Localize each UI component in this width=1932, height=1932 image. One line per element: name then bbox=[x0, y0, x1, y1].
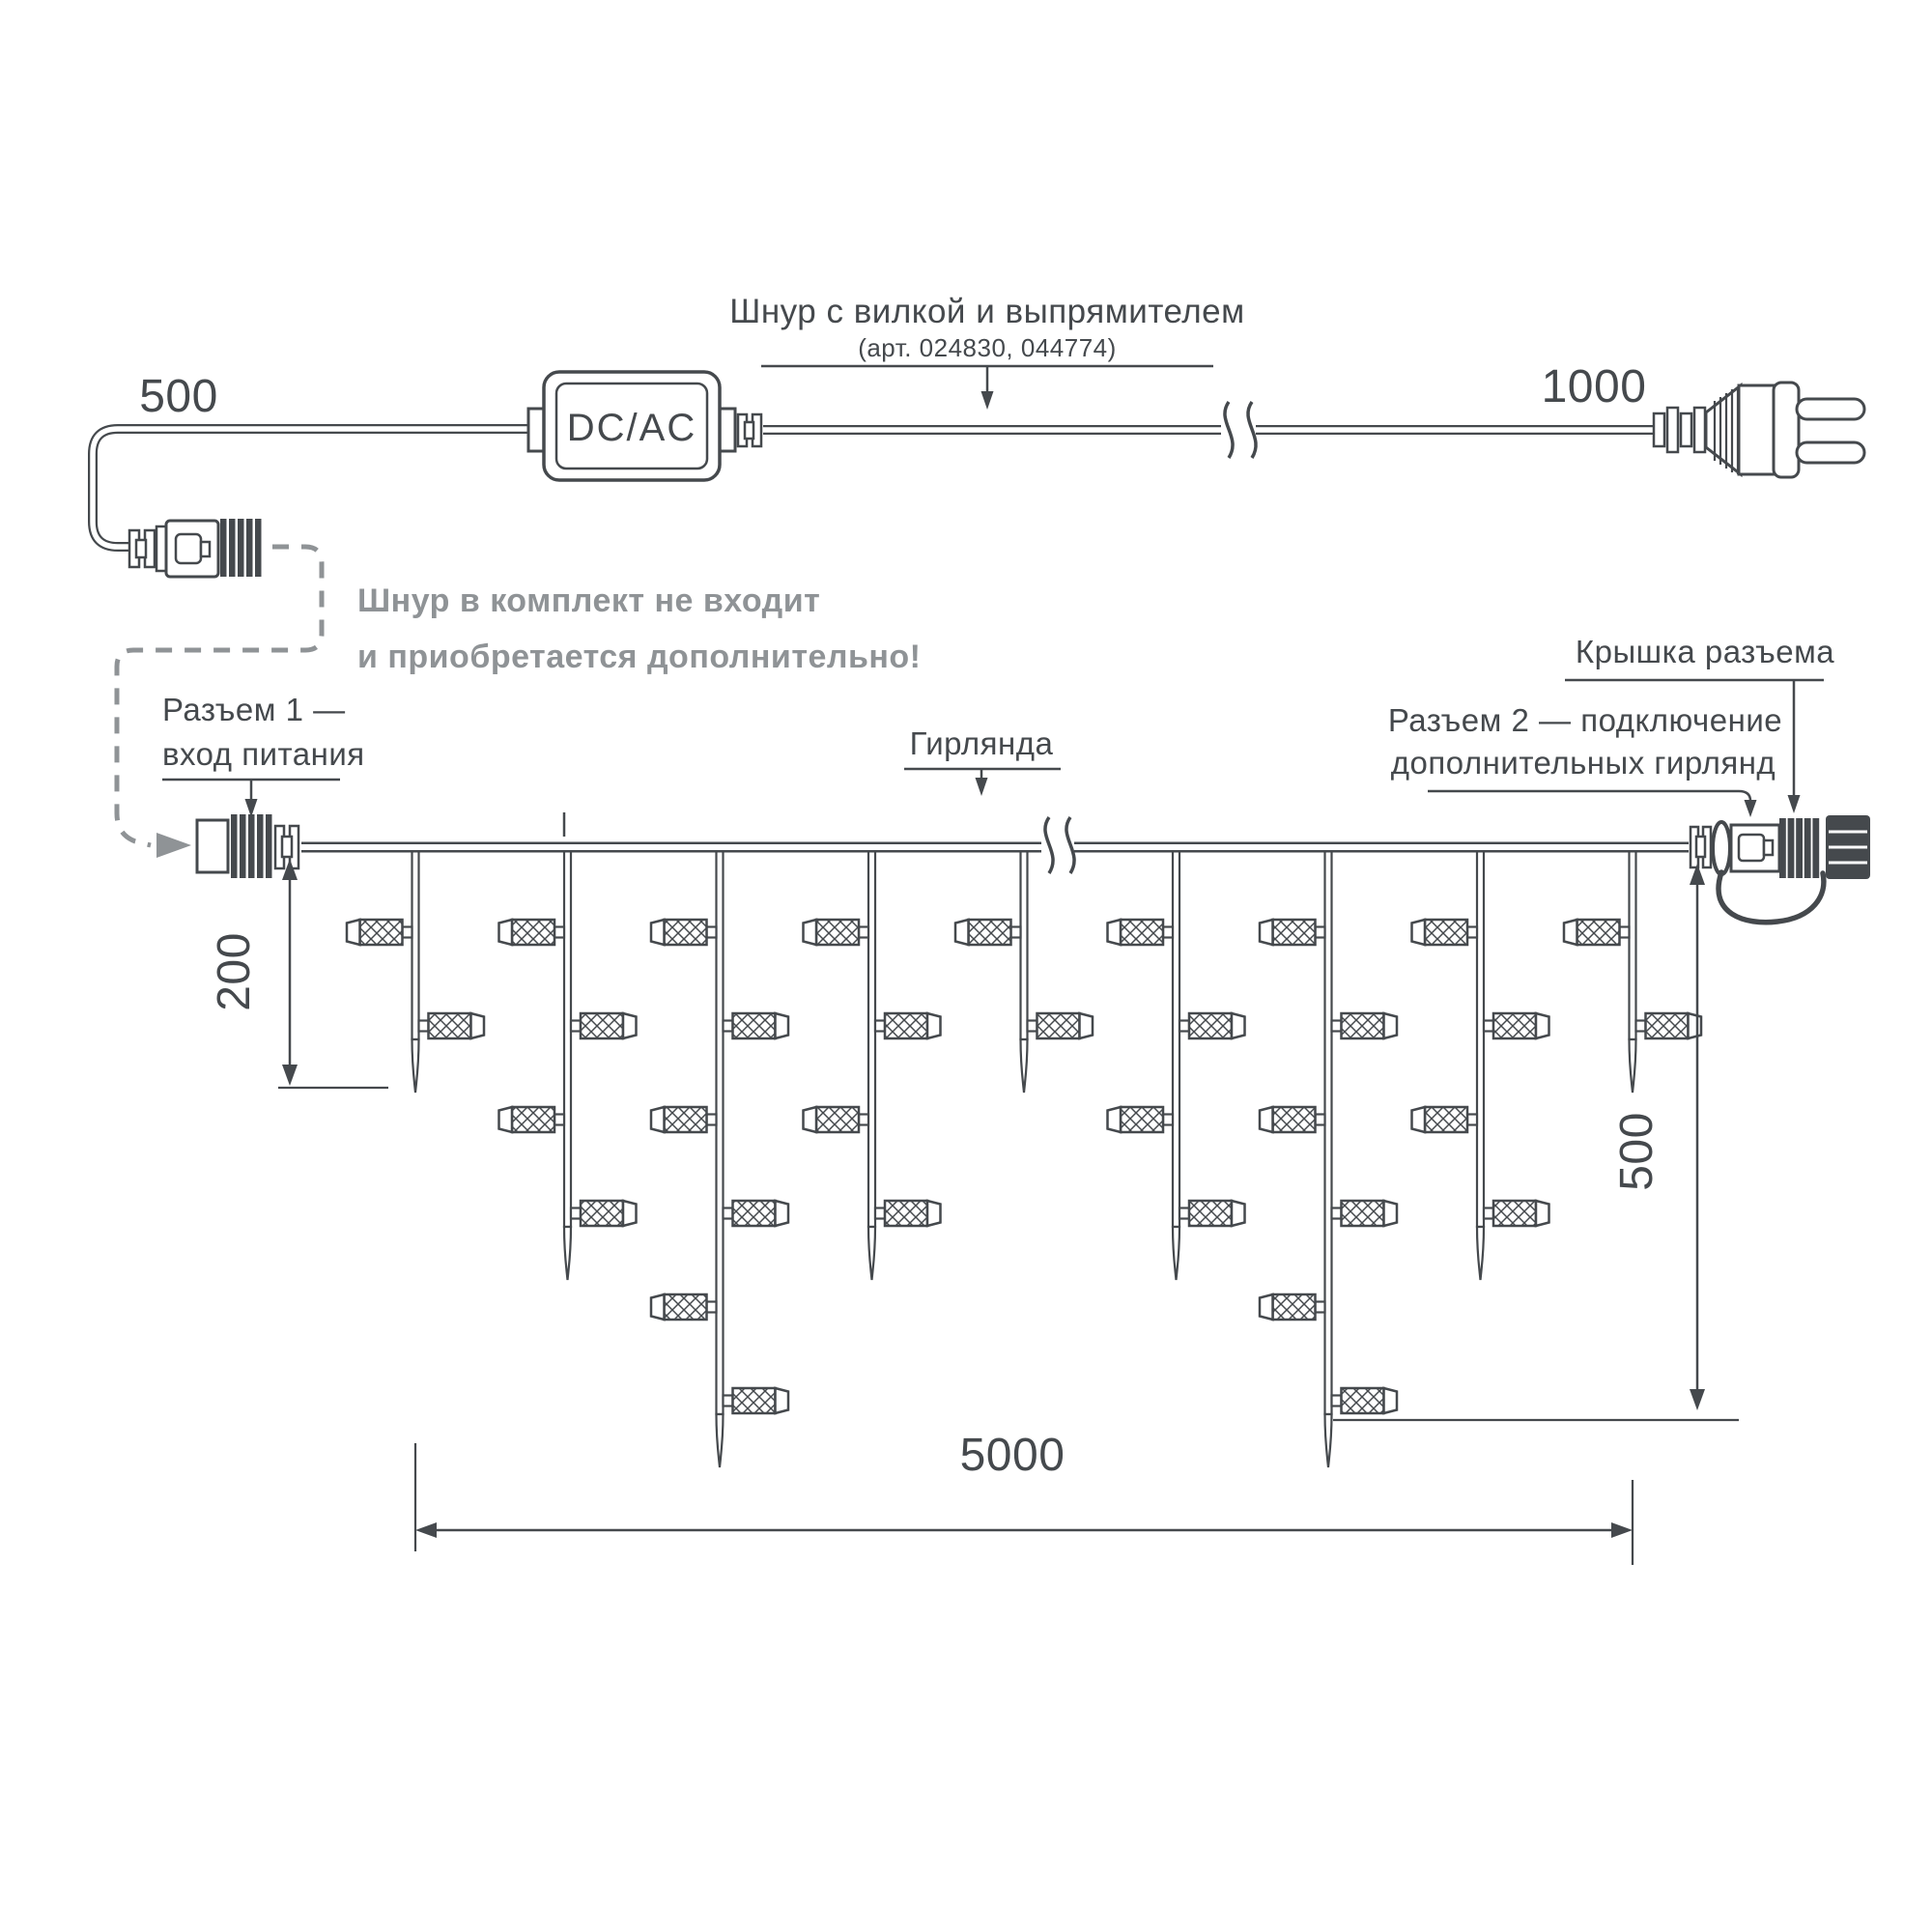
garland-section bbox=[162, 634, 1870, 1565]
dim-500-label: 500 bbox=[1611, 1112, 1662, 1191]
connector1-ribbed-cap bbox=[231, 814, 272, 878]
icicle-strand bbox=[499, 850, 637, 1280]
strand-tip bbox=[717, 1414, 724, 1467]
cord-article-note: (арт. 024830, 044774) bbox=[858, 333, 1117, 362]
warning-note-line1: Шнур в комплект не входит bbox=[357, 582, 821, 619]
icicle-strand bbox=[1108, 850, 1245, 1280]
strand-tip bbox=[868, 1227, 875, 1280]
dc-ac-converter bbox=[528, 372, 761, 480]
tether-ring bbox=[1713, 822, 1730, 874]
power-plug-icon bbox=[1654, 383, 1864, 477]
led-bulb-icon bbox=[955, 920, 1021, 945]
wire-break-icon bbox=[1045, 817, 1074, 873]
strand-tip bbox=[1630, 1039, 1636, 1093]
icicle-strand bbox=[804, 850, 941, 1280]
led-bulb-icon bbox=[1028, 1013, 1094, 1038]
led-bulb-icon bbox=[1412, 1107, 1478, 1132]
garland-connector-1 bbox=[197, 814, 298, 878]
cap-tether bbox=[1719, 872, 1824, 923]
led-bulb-icon bbox=[651, 1107, 717, 1132]
dim-5000-label: 5000 bbox=[959, 1430, 1065, 1481]
cable-right bbox=[763, 402, 1656, 458]
connector2-label-line1: Разъем 2 — подключение bbox=[1387, 702, 1783, 738]
led-bulb-icon bbox=[1179, 1013, 1245, 1038]
led-bulb-icon bbox=[1332, 1201, 1398, 1226]
garland-label-leader bbox=[904, 725, 1061, 796]
strand-tip bbox=[1021, 1039, 1028, 1093]
led-bulb-icon bbox=[1412, 920, 1478, 945]
icicle-strand bbox=[651, 850, 788, 1467]
strand-tip bbox=[1477, 1227, 1484, 1280]
led-bulb-icon bbox=[724, 1201, 789, 1226]
dim-1000-label: 1000 bbox=[1541, 361, 1647, 412]
led-bulb-icon bbox=[651, 1294, 717, 1320]
warning-note-line2: и приобретается дополнительно! bbox=[357, 639, 922, 675]
connector2-label-leader bbox=[1388, 702, 1782, 817]
icicle-strand bbox=[1564, 850, 1701, 1093]
led-bulb-icon bbox=[1179, 1201, 1245, 1226]
led-bulb-icon bbox=[1636, 1013, 1702, 1038]
cable-break-icon bbox=[1225, 402, 1256, 458]
converter-label: DC/AC bbox=[566, 407, 697, 449]
led-bulb-icon bbox=[347, 920, 412, 945]
led-bulb-icon bbox=[1108, 1107, 1174, 1132]
led-bulb-icon bbox=[1108, 920, 1174, 945]
strand-tip bbox=[1173, 1227, 1179, 1280]
led-bulb-icon bbox=[1260, 920, 1325, 945]
garland-label: Гирлянда bbox=[909, 725, 1054, 761]
led-bulb-icon bbox=[1484, 1013, 1549, 1038]
led-bulb-icon bbox=[804, 920, 869, 945]
led-bulb-icon bbox=[419, 1013, 485, 1038]
dashed-route-arrow bbox=[156, 833, 191, 858]
icicle-strand bbox=[955, 850, 1093, 1093]
strand-tip bbox=[564, 1227, 571, 1280]
led-bulb-icon bbox=[724, 1388, 789, 1413]
led-bulb-icon bbox=[875, 1013, 941, 1038]
cord-title-leader bbox=[729, 293, 1244, 410]
cap-label: Крышка разъема bbox=[1575, 634, 1835, 669]
icicle-strands bbox=[347, 850, 1701, 1467]
cord-title: Шнур с вилкой и выпрямителем bbox=[729, 293, 1245, 330]
strand-tip bbox=[1325, 1414, 1332, 1467]
led-bulb-icon bbox=[1260, 1294, 1325, 1320]
led-bulb-icon bbox=[499, 920, 565, 945]
led-bulb-icon bbox=[651, 920, 717, 945]
led-bulb-icon bbox=[571, 1201, 637, 1226]
led-bulb-icon bbox=[1260, 1107, 1325, 1132]
led-bulb-icon bbox=[875, 1201, 941, 1226]
icicle-strand bbox=[1412, 850, 1549, 1280]
connector-ribbed-cap bbox=[220, 519, 262, 577]
led-bulb-icon bbox=[571, 1013, 637, 1038]
dim-500-top-label: 500 bbox=[139, 371, 218, 422]
led-bulb-icon bbox=[1332, 1013, 1398, 1038]
led-bulb-icon bbox=[724, 1013, 789, 1038]
led-bulb-icon bbox=[804, 1107, 869, 1132]
connector1-label-line1: Разъем 1 — bbox=[162, 692, 346, 727]
led-bulb-icon bbox=[499, 1107, 565, 1132]
strand-tip bbox=[412, 1039, 419, 1093]
dimension-500 bbox=[1333, 864, 1739, 1420]
led-bulb-icon bbox=[1564, 920, 1630, 945]
led-bulb-icon bbox=[1332, 1388, 1398, 1413]
connector2-label-line2: дополнительных гирлянд bbox=[1390, 745, 1776, 781]
garland-connector-2 bbox=[1690, 815, 1870, 923]
power-input-connector bbox=[129, 519, 262, 577]
icicle-strand bbox=[347, 850, 484, 1093]
cable-fitting-icon bbox=[738, 414, 761, 446]
dimension-5000 bbox=[415, 1430, 1633, 1565]
connector2-ribbed-end bbox=[1779, 818, 1819, 878]
led-bulb-icon bbox=[1484, 1201, 1549, 1226]
connector-cap-icon bbox=[1826, 815, 1870, 879]
dimension-200 bbox=[209, 859, 388, 1088]
dim-200-label: 200 bbox=[209, 932, 260, 1011]
connector1-label-leader bbox=[162, 692, 365, 817]
icicle-strand bbox=[1260, 850, 1397, 1467]
connector1-label-line2: вход питания bbox=[162, 736, 365, 772]
